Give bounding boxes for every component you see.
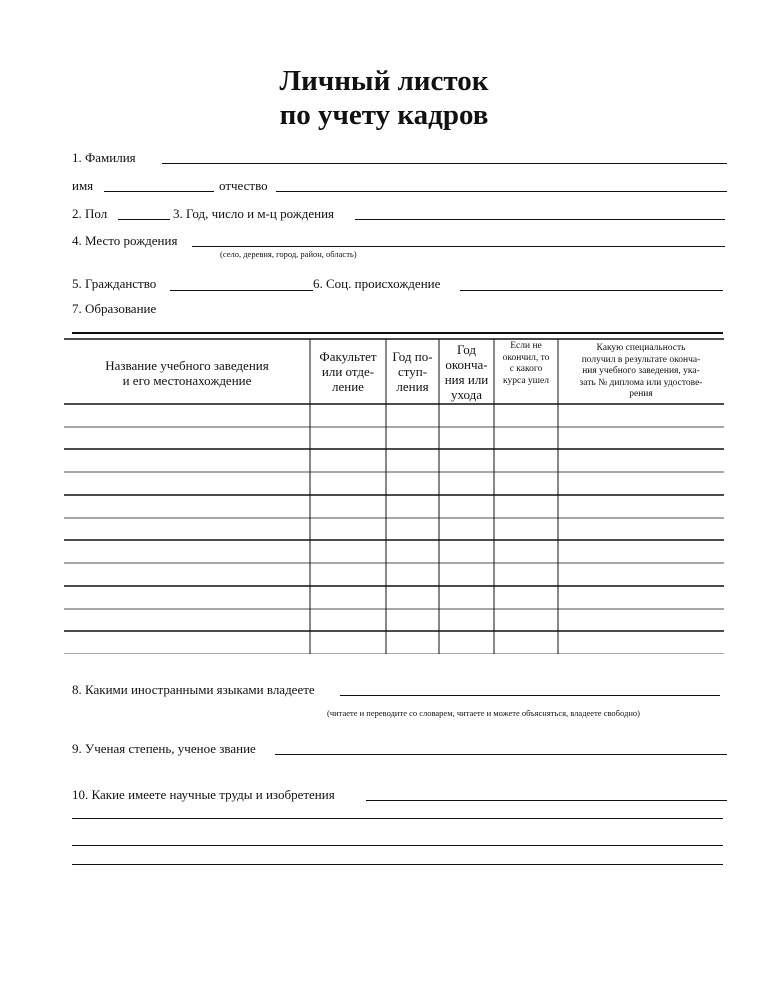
sex-field[interactable] <box>118 219 170 220</box>
patronymic-field[interactable] <box>276 191 727 192</box>
birth-date-label: 3. Год, число и м-ц рождения <box>173 206 335 221</box>
header-if-not-finished: Если не окончил, то с какого курса ушел <box>502 341 550 386</box>
social-origin-field[interactable] <box>460 290 723 291</box>
name-field[interactable] <box>104 191 214 192</box>
education-label: 7. Образование <box>72 301 157 316</box>
birth-place-hint: (село, деревня, город, район, область) <box>220 249 357 259</box>
header-faculty: Факультет или отде- ление <box>319 349 377 394</box>
header-entry-year: Год по- ступ- ления <box>392 349 433 394</box>
header-institution: Название учебного заведения и его местонахождение <box>105 358 269 388</box>
sex-label: 2. Пол <box>72 206 108 221</box>
patronymic-label: отчество <box>219 178 268 193</box>
citizenship-label: 5. Гражданство <box>72 276 157 291</box>
birth-place-label: 4. Место рождения <box>72 233 178 248</box>
works-extra-line[interactable] <box>72 818 723 819</box>
header-graduation-year: Год оконча- ния или ухода <box>444 342 489 402</box>
languages-field[interactable] <box>340 695 720 696</box>
surname-label: 1. Фамилия <box>72 150 136 165</box>
degree-field[interactable] <box>275 754 727 755</box>
header-specialty: Какую специальность получил в результате оконча- ния учебного заведения, ука- зать № диплома или удостове- рения <box>579 343 703 399</box>
form-title <box>0 64 768 132</box>
education-field[interactable] <box>72 332 723 334</box>
form-title-line-2: по учету кадров <box>279 99 489 131</box>
form-title-line-1: Личный листок <box>279 65 489 97</box>
languages-hint: (читаете и переводите со словарем, читаете и можете объясняться, владеете свободно) <box>327 708 640 718</box>
degree-label: 9. Ученая степень, ученое звание <box>72 741 256 756</box>
social-origin-label: 6. Соц. происхождение <box>313 276 441 291</box>
works-field[interactable] <box>366 800 727 801</box>
citizenship-field[interactable] <box>170 290 313 291</box>
education-table <box>64 338 724 654</box>
birth-date-field[interactable] <box>355 219 725 220</box>
languages-label: 8. Какими иностранными языками владеете <box>72 682 315 697</box>
works-extra-line[interactable] <box>72 864 723 865</box>
birth-place-field[interactable] <box>192 246 725 247</box>
works-extra-line[interactable] <box>72 845 723 846</box>
works-label: 10. Какие имеете научные труды и изобретения <box>72 787 335 802</box>
surname-field[interactable] <box>162 163 727 164</box>
name-label: имя <box>72 178 94 193</box>
